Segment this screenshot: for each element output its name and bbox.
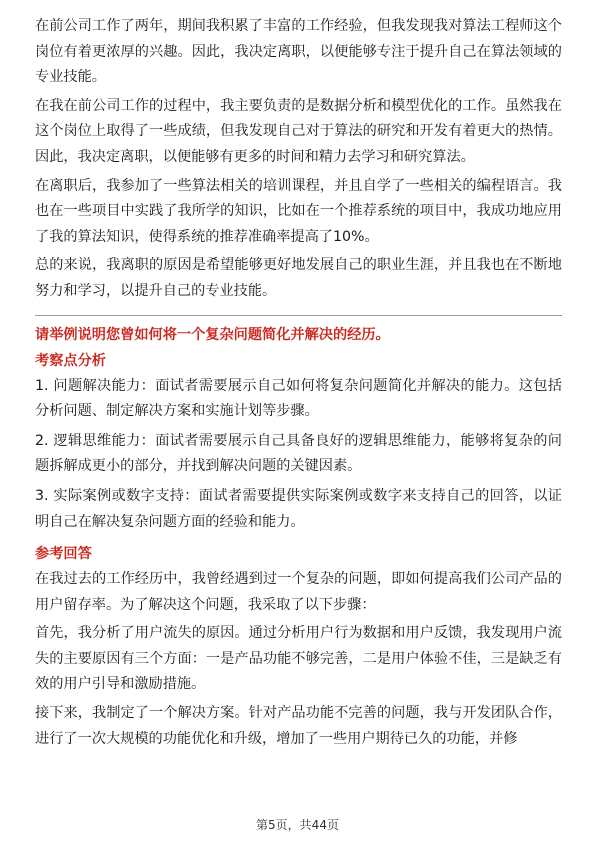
- intro-paragraph-2: 在我在前公司工作的过程中，我主要负责的是数据分析和模型优化的工作。虽然我在这个岗位上取得了一些成绩，但我发现自己对于算法的研究和开发有着更大的热情。因此，我决定离职，以便能够有更多的时间和精力去学习和研究算法。: [35, 97, 562, 165]
- answer-section: [35, 541, 562, 752]
- analysis-point-3: 3. 实际案例或数字支持：面试者需要提供实际案例或数字来支持自己的回答，以证明自己在解决复杂问题方面的经验和能力。: [35, 487, 562, 530]
- answer-paragraph-1: 在我过去的工作经历中，我曾经遇到过一个复杂的问题，即如何提高我们公司产品的用户留存率。为了解决这个问题，我采取了以下步骤：: [35, 571, 562, 613]
- intro-paragraph-3: 在离职后，我参加了一些算法相关的培训课程，并且自学了一些相关的编程语言。我也在一些项目中实践了我所学的知识，比如在一个推荐系统的项目中，我成功地应用了我的算法知识，使得系统的推荐准确率提高了10%。: [35, 177, 562, 245]
- page-footer: 第5页，共44页: [256, 818, 339, 832]
- section-divider: [35, 315, 562, 316]
- answer-paragraph-3: 接下来，我制定了一个解决方案。针对产品功能不完善的问题，我与开发团队合作，进行了一次大规模的功能优化和升级，增加了一些用户期待已久的功能，并修: [35, 705, 562, 747]
- intro-paragraph-1: 在前公司工作了两年，期间我积累了丰富的工作经验，但我发现我对算法工程师这个岗位有着更浓厚的兴趣。因此，我决定离职，以便能够专注于提升自己在算法领域的专业技能。: [35, 18, 562, 86]
- question-title: 请举例说明您曾如何将一个复杂问题简化并解决的经历。: [35, 326, 390, 343]
- answer-paragraph-2: 首先，我分析了用户流失的原因。通过分析用户行为数据和用户反馈，我发现用户流失的主要原因有三个方面：一是产品功能不够完善，二是用户体验不佳，三是缺乏有效的用户引导和激励措施。: [35, 625, 562, 693]
- answer-heading: 参考回答: [35, 546, 92, 563]
- analysis-point-2: 2. 逻辑思维能力：面试者需要展示自己具备良好的逻辑思维能力，能够将复杂的问题拆解成更小的部分，并找到解决问题的关键因素。: [35, 432, 562, 475]
- analysis-heading: 考察点分析: [35, 352, 106, 369]
- document-page: [35, 14, 562, 755]
- analysis-point-1: 1. 问题解决能力：面试者需要展示自己如何将复杂问题简化并解决的能力。这包括分析问题、制定解决方案和实施计划等步骤。: [35, 377, 562, 420]
- analysis-section: [35, 348, 562, 536]
- intro-section: [35, 14, 562, 305]
- intro-paragraph-4: 总的来说，我离职的原因是希望能够更好地发展自己的职业生涯，并且我也在不断地努力和学习，以提升自己的专业技能。: [35, 257, 562, 299]
